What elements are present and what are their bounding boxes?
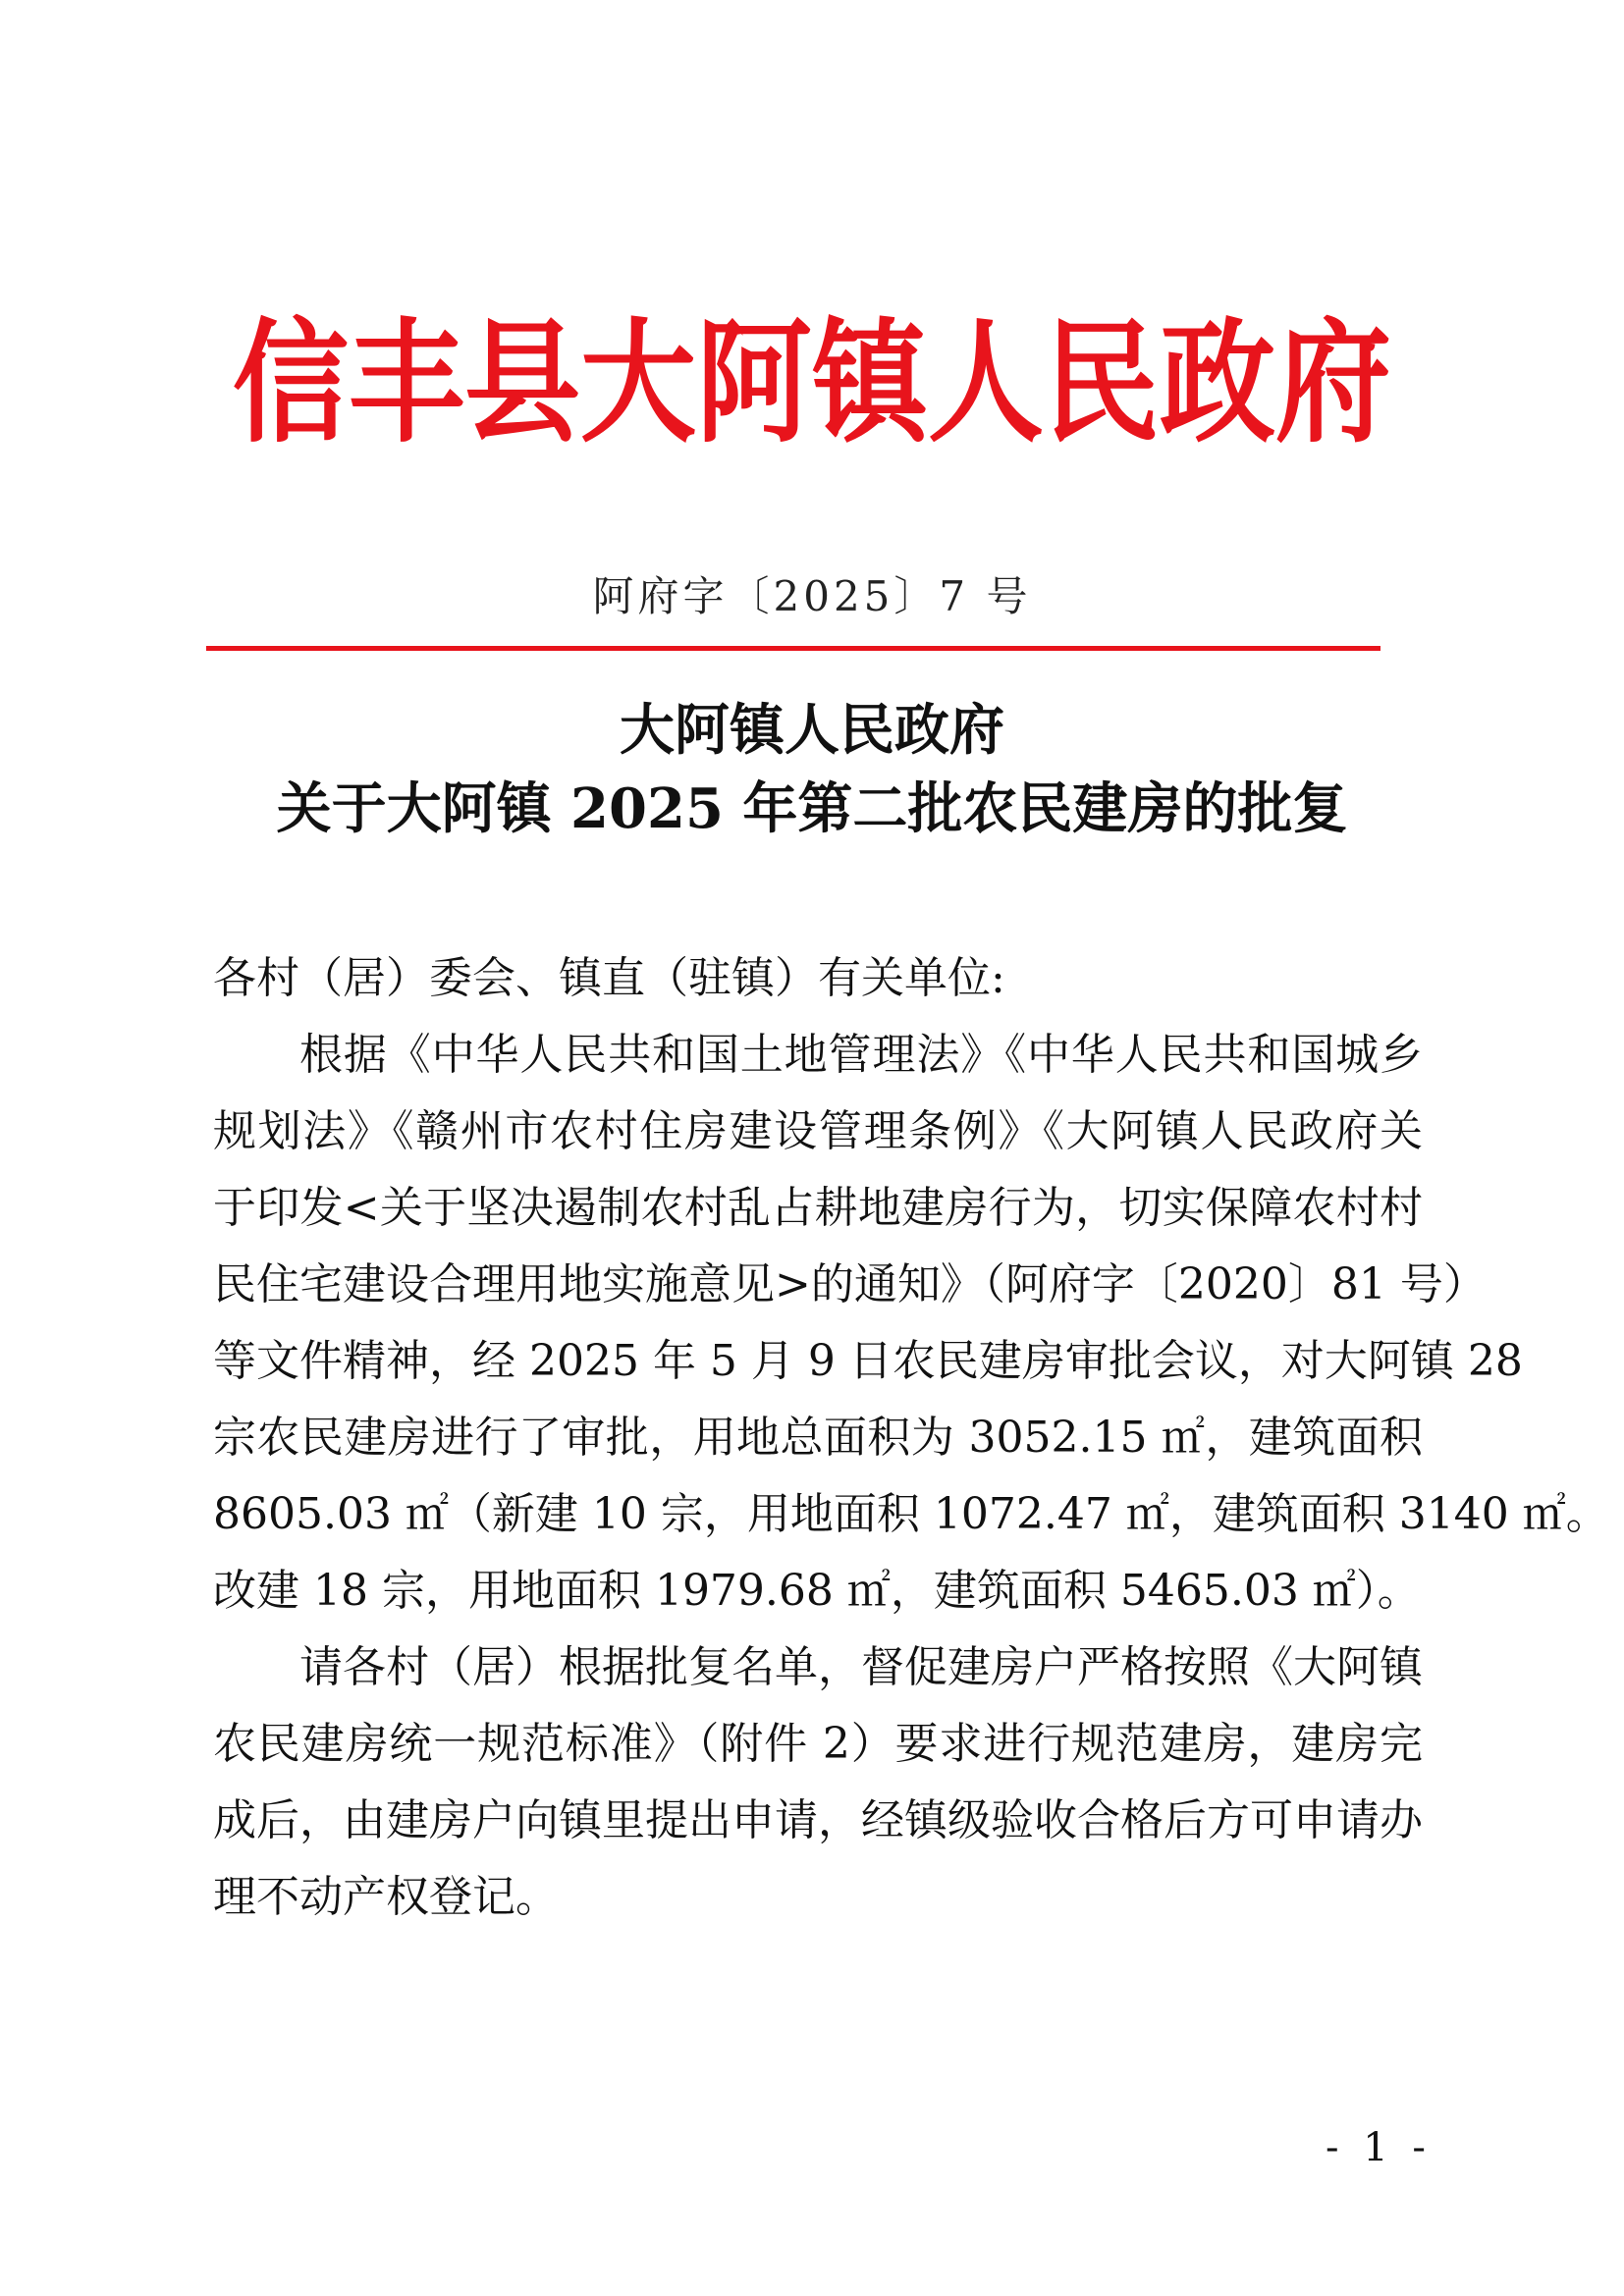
title-line-2: 关于大阿镇 2025 年第二批农民建房的批复 (276, 776, 1348, 841)
body-line: 根据《中华人民共和国土地管理法》《中华人民共和国城乡 (299, 1030, 1423, 1080)
document-number: 阿府字〔2025〕7 号 (592, 572, 1032, 620)
body-line: 8605.03 ㎡（新建 10 宗，用地面积 1072.47 ㎡，建筑面积 3140 ㎡。 (213, 1489, 1609, 1539)
body-line: 改建 18 宗，用地面积 1979.68 ㎡，建筑面积 5465.03 ㎡）。 (213, 1566, 1421, 1616)
body-line: 农民建房统一规范标准》（附件 2）要求进行规范建房，建房完 (213, 1719, 1423, 1769)
body-line: 民住宅建设合理用地实施意见>的通知》（阿府字〔2020〕81 号） (213, 1259, 1487, 1309)
body-line: 规划法》《赣州市农村住房建设管理条例》《大阿镇人民政府关 (213, 1106, 1423, 1156)
page-number: - 1 - (1326, 2125, 1432, 2170)
body-line: 等文件精神，经 2025 年 5 月 9 日农民建房审批会议，对大阿镇 28 (213, 1336, 1523, 1386)
body-line: 理不动产权登记。 (213, 1872, 559, 1922)
title-line-1: 大阿镇人民政府 (620, 698, 1004, 763)
body-line: 于印发<关于坚决遏制农村乱占耕地建房行为，切实保障农村村 (213, 1183, 1423, 1233)
masthead: 信丰县大阿镇人民政府 (232, 303, 1391, 461)
body-text (213, 940, 1609, 1936)
body-line: 宗农民建房进行了审批，用地总面积为 3052.15 ㎡，建筑面积 (213, 1413, 1423, 1463)
salutation: 各村（居）委会、镇直（驻镇）有关单位: (213, 953, 1005, 1003)
red-divider (206, 646, 1380, 651)
body-line: 请各村（居）根据批复名单，督促建房户严格按照《大阿镇 (299, 1642, 1423, 1692)
body-line: 成后，由建房户向镇里提出申请，经镇级验收合格后方可申请办 (213, 1795, 1423, 1845)
